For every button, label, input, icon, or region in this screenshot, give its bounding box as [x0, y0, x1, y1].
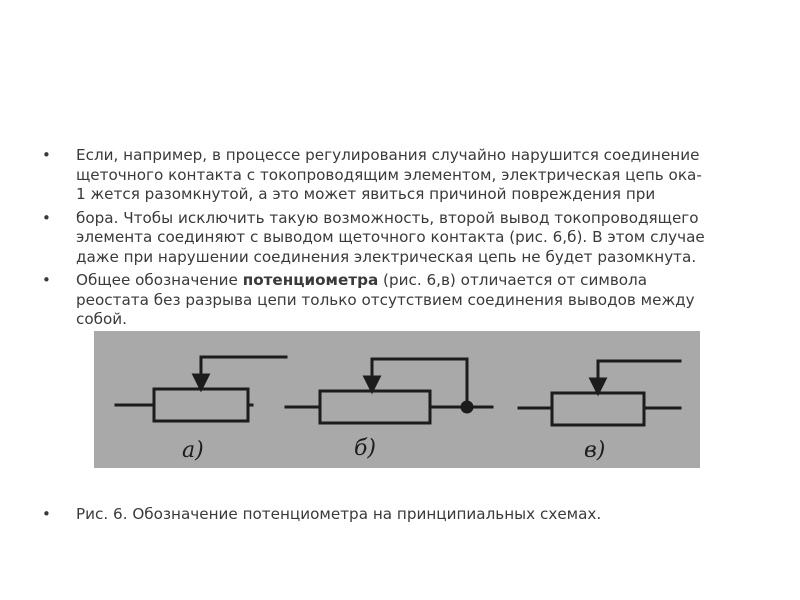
bullet-line: даже при нарушении соединения электрическая цепь не будет разомкнута. — [76, 247, 697, 266]
bullet-item-3 — [42, 271, 762, 330]
resistor-body — [320, 391, 430, 423]
figure-label-c: в) — [584, 438, 606, 463]
bullet-list — [42, 146, 762, 334]
bullet-item-2 — [42, 209, 762, 268]
bullet-line — [76, 271, 762, 291]
potentiometer-schematics — [94, 331, 700, 468]
resistor-body — [552, 393, 644, 425]
wiper-arrow-icon — [194, 375, 208, 389]
wiper-arrow-icon — [591, 379, 605, 393]
bullet-line: элемента соединяют с выводом щеточного контакта (рис. 6,б). В этом случае — [76, 228, 705, 246]
text-run: Общее обозначение — [76, 271, 243, 289]
bullet-line: Если, например, в процессе регулирования случайно нарушится соединение — [76, 146, 700, 164]
resistor-body — [154, 389, 248, 421]
bullet-marker: • — [42, 146, 51, 164]
schematic-b — [286, 359, 492, 423]
figure-caption-block — [42, 505, 762, 529]
bullet-line: собой. — [76, 310, 127, 328]
schematic-c — [519, 361, 680, 425]
potentiometer-term: потенциометра — [242, 271, 379, 289]
bullet-marker: • — [42, 208, 51, 227]
bullet-marker: • — [42, 271, 51, 289]
bullet-marker: • — [42, 505, 51, 523]
figure-caption: Рис. 6. Обозначение потенциометра на принципиальных схемах. — [76, 505, 602, 523]
schematic-a — [116, 357, 286, 421]
text-run: (рис. 6,в) отличается от символа — [378, 271, 648, 289]
bullet-line: 1 жется разомкнутой, а это может явиться причиной повреждения при — [76, 185, 656, 203]
junction-dot-icon — [462, 402, 472, 412]
potentiometer-figure — [94, 331, 700, 468]
bullet-line: бора. Чтобы исключить такую возможность, второй вывод токопроводящего — [76, 208, 699, 227]
figure-label-b: б) — [354, 436, 377, 461]
bullet-item-caption — [42, 505, 762, 525]
bullet-line: щеточного контакта с токопроводящим элементом, электрическая цепь ока- — [76, 165, 702, 184]
bullet-item-1 — [42, 146, 762, 205]
wiper-arrow-icon — [365, 377, 379, 391]
figure-label-a: а) — [182, 438, 204, 463]
bullet-line: реостата без разрыва цепи только отсутствием соединения выводов между — [76, 290, 695, 309]
